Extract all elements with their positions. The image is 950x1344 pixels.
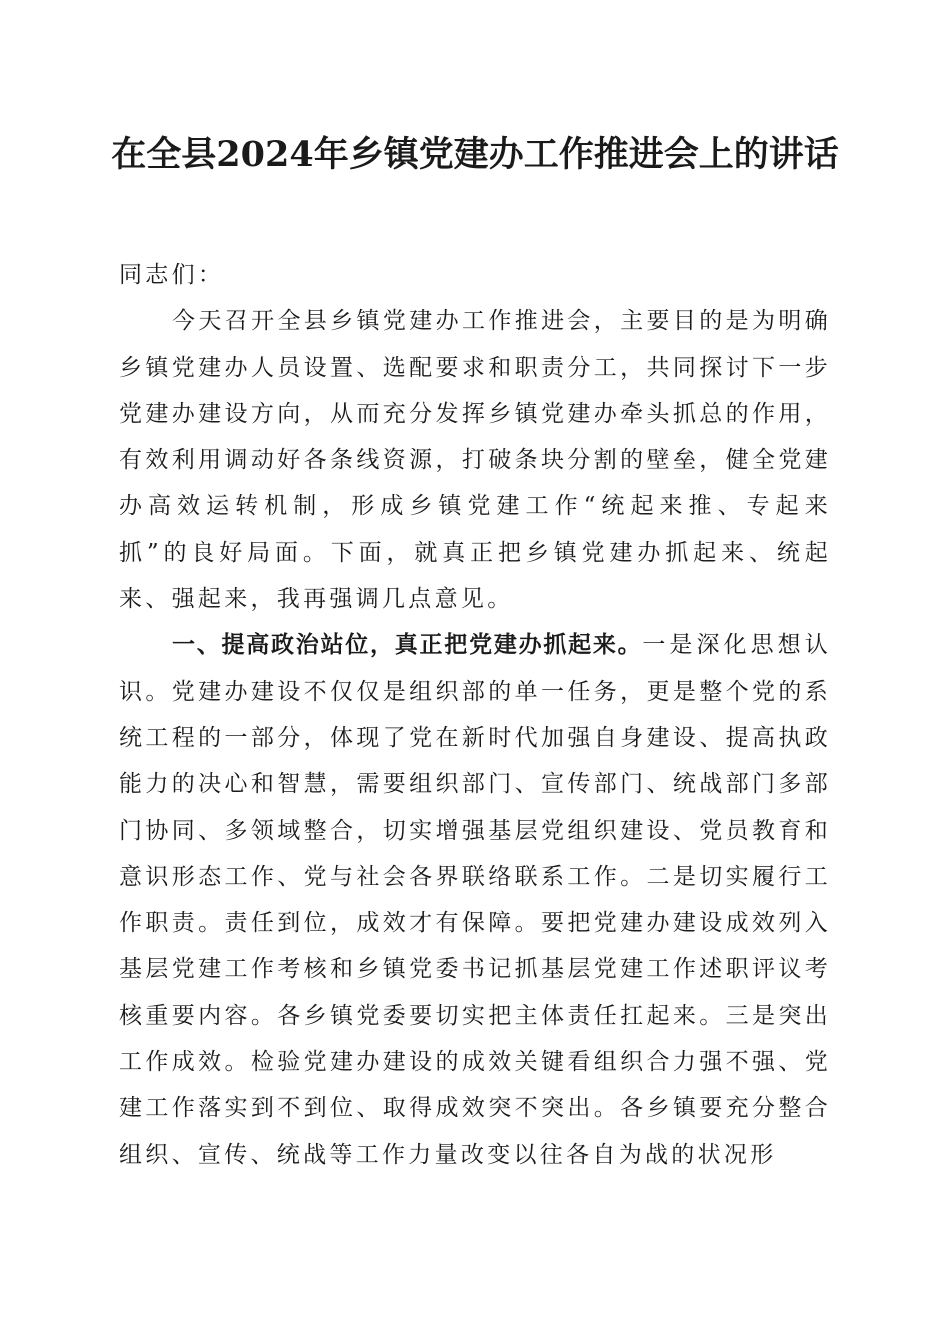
paragraph-section-one: [119, 622, 831, 1178]
document-body: [119, 252, 831, 1178]
document-title: 在全县2024年乡镇党建办工作推进会上的讲话: [111, 134, 839, 175]
paragraph-intro: 今天召开全县乡镇党建办工作推进会，主要目的是为明确乡镇党建办人员设置、选配要求和职责分工，共同探讨下一步党建办建设方向，从而充分发挥乡镇党建办牵头抓总的作用，有效利用调动好各条线资源，打破条块分割的壁垒，健全党建办高效运转机制，形成乡镇党建工作“统起来推、专起来抓”的良好局面。下面，就真正把乡镇党建办抓起来、统起来、强起来，我再强调几点意见。: [119, 308, 831, 613]
salutation: 同志们：: [119, 262, 225, 288]
section-body: 一是深化思想认识。党建办建设不仅仅是组织部的单一任务，更是整个党的系统工程的一部分，体现了党在新时代加强自身建设、提高执政能力的决心和智慧，需要组织部门、宣传部门、统战部门多部门协同、多领域整合，切实增强基层党组织建设、党员教育和意识形态工作、党与社会各界联络联系工作。二是切实履行工作职责。责任到位，成效才有保障。要把党建办建设成效列入基层党建工作考核和乡镇党委书记抓基层党建工作述职评议考核重要内容。各乡镇党委要切实把主体责任扛起来。三是突出工作成效。检验党建办建设的成效关键看组织合力强不强、党建工作落实到不到位、取得成效突不突出。各乡镇要充分整合组织、宣传、统战等工作力量改变以往各自为战的状况形: [119, 632, 831, 1168]
section-heading: 一、提高政治站位，真正把党建办抓起来。: [172, 631, 643, 659]
